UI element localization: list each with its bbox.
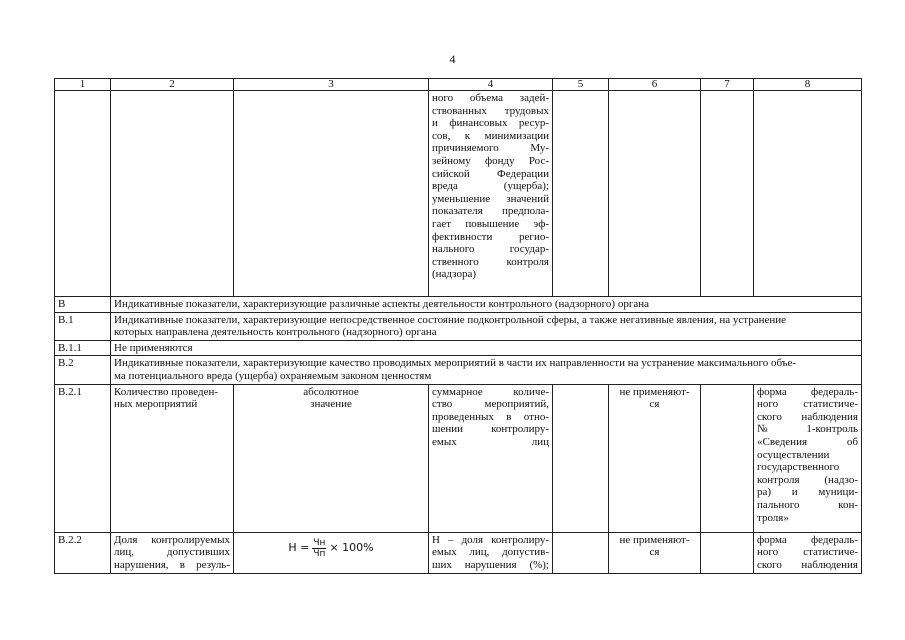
text-line: государственного: [757, 461, 840, 474]
cont-col1: [55, 91, 111, 297]
indicator-col7: [701, 532, 754, 573]
text-line: ного статистиче-: [757, 398, 858, 411]
text-line: не применяют-: [619, 533, 690, 546]
text-line: емых лиц: [432, 435, 549, 448]
text-line: № 1-контроль: [757, 423, 858, 436]
indicator-name: [111, 384, 234, 532]
indicator-description: [429, 532, 553, 573]
text-line: зейному фонду Рос-: [432, 154, 549, 167]
text-line: ского наблюдения: [757, 410, 858, 423]
indicator-target: [609, 384, 701, 532]
text-line: Индикативные показатели, характеризующие качество проводимых мероприятий в части их направленности на устранение максимального объе-: [114, 357, 797, 370]
text-line: Н – доля контролиру-: [432, 533, 549, 546]
text-line: (надзора): [432, 268, 476, 281]
formula-rhs: × 100%: [329, 541, 374, 555]
text-line: лиц, допустивших: [114, 546, 230, 559]
text-line: сийской Федерации: [432, 167, 549, 180]
text-line: форма федераль-: [757, 385, 858, 398]
indicator-description: [429, 384, 553, 532]
text-line: ского наблюдения: [757, 558, 858, 571]
text-line: ного объема задей-: [432, 92, 549, 104]
text-line: суммарное количе-: [432, 385, 549, 398]
cont-col6: [609, 91, 701, 297]
text-line: ного статистиче-: [757, 546, 858, 559]
section-code: В.1.1: [55, 340, 111, 356]
text-line: Индикативные показатели, характеризующие непосредственное состояние подконтрольной сферы, а также негативные явления, на устранение: [114, 313, 787, 326]
continuation-row: [55, 91, 862, 297]
text-line: ных мероприятий: [114, 398, 198, 411]
cont-col4-text: [429, 91, 553, 297]
section-title: [111, 312, 862, 340]
text-line: абсолютное: [303, 385, 359, 398]
text-line: контроля (надзо-: [757, 473, 858, 486]
text-line: ственного контроля: [432, 255, 549, 268]
cont-col2: [111, 91, 234, 297]
section-title: Индикативные показатели, характеризующие различные аспекты деятельности контрольного (надзорного) органа: [111, 297, 862, 313]
text-line: вреда (ущерба);: [432, 180, 549, 193]
text-line: «Сведения об: [757, 435, 858, 448]
indicator-name: [111, 532, 234, 573]
cont-col5: [553, 91, 609, 297]
text-line: троля»: [757, 511, 789, 524]
col-header-6: 6: [609, 79, 701, 91]
section-row-b2: [55, 356, 862, 384]
text-line: показателя предпола-: [432, 205, 549, 218]
section-code: В.1: [55, 312, 111, 340]
page-number: 4: [449, 52, 456, 66]
text-line: проведенных в отно-: [432, 410, 549, 423]
text-line: шении контролиру-: [432, 423, 549, 436]
indicator-col5: [553, 532, 609, 573]
cont-col3: [234, 91, 429, 297]
section-row-b11: [55, 340, 862, 356]
column-number-row: [55, 79, 862, 91]
indicator-code: В.2.2: [55, 532, 111, 573]
text-line: сов, к минимизации: [432, 129, 549, 142]
text-line: гает повышение эф-: [432, 217, 549, 230]
indicator-col7: [701, 384, 754, 532]
text-line: пального кон-: [757, 498, 858, 511]
indicator-source: [754, 532, 862, 573]
indicator-code: В.2.1: [55, 384, 111, 532]
col-header-1: 1: [55, 79, 111, 91]
section-row-b: [55, 297, 862, 313]
text-line: ство мероприятий,: [432, 398, 549, 411]
text-line: и финансовых ресур-: [432, 117, 549, 130]
cont-col8: [754, 91, 862, 297]
text-line: ших нарушения (%);: [432, 558, 549, 571]
text-line: форма федераль-: [757, 533, 858, 546]
formula: [237, 534, 425, 564]
col-header-4: 4: [429, 79, 553, 91]
col-header-5: 5: [553, 79, 609, 91]
col-header-2: 2: [111, 79, 234, 91]
indicator-formula: [234, 532, 429, 573]
text-line: Доля контролируемых: [114, 533, 230, 546]
formula-numerator: Чн: [313, 538, 326, 549]
text-line: ра) и муници-: [757, 486, 858, 499]
text-line: Количество проведен-: [114, 385, 219, 398]
text-line: уменьшение значений: [432, 192, 549, 205]
text-line: не применяют-: [619, 385, 690, 398]
text-line: ся: [649, 546, 660, 559]
text-line: фективности регио-: [432, 230, 549, 243]
section-code: В.2: [55, 356, 111, 384]
section-title: Не применяются: [111, 340, 862, 356]
text-line: ся: [649, 398, 660, 411]
indicator-row-b21: [55, 384, 862, 532]
formula-lhs: Н =: [288, 541, 310, 555]
text-line: ма потенциального вреда (ущерба) охраняемым законом ценностям: [114, 369, 432, 382]
text-line: ствованных трудовых: [432, 104, 549, 117]
text-line: причиняемого Му-: [432, 142, 549, 155]
indicator-col5: [553, 384, 609, 532]
cont-col7: [701, 91, 754, 297]
col-header-3: 3: [234, 79, 429, 91]
indicator-target: [609, 532, 701, 573]
section-code: В: [55, 297, 111, 313]
col-header-8: 8: [754, 79, 862, 91]
formula-denominator: Чп: [313, 549, 326, 560]
text-line: значение: [310, 398, 352, 411]
text-line: емых лиц, допустив-: [432, 546, 549, 559]
section-title: [111, 356, 862, 384]
col-header-7: 7: [701, 79, 754, 91]
text-line: которых направлена деятельность контрольного (надзорного) органа: [114, 326, 437, 339]
text-line: осуществлении: [757, 448, 830, 461]
indicators-table: [54, 78, 862, 574]
section-row-b1: [55, 312, 862, 340]
text-line: нарушения, в резуль-: [114, 558, 230, 571]
indicator-source: [754, 384, 862, 532]
formula-fraction: [312, 538, 326, 559]
indicator-formula: [234, 384, 429, 532]
indicator-row-b22: [55, 532, 862, 573]
text-line: нального государ-: [432, 243, 549, 256]
